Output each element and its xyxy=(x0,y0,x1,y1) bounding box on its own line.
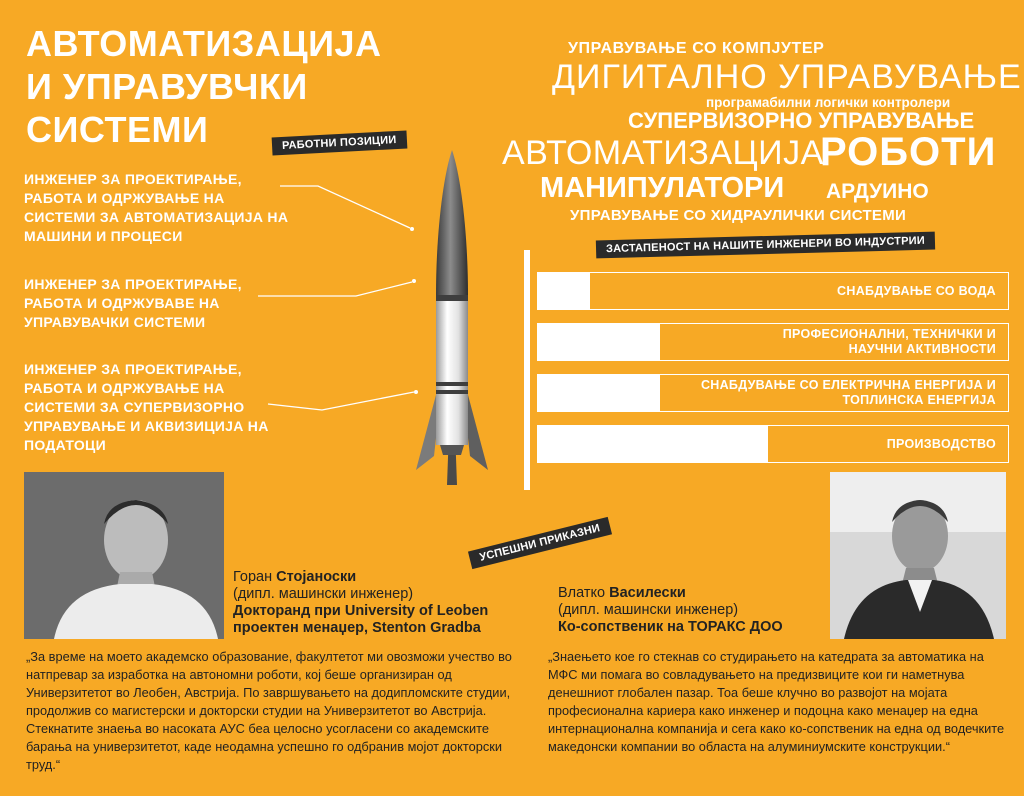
cloud-word-2: ДИГИТАЛНО УПРАВУВАЊЕ xyxy=(552,58,1022,96)
industry-bar-label: СНАБДУВАЊЕ СО ВОДА xyxy=(837,283,996,298)
title-line-2: И УПРАВУВЧКИ xyxy=(26,66,308,107)
person2-quote: „Знаењето кое го стекнав со студирањето на катедрата за автоматика на МФС ми помага во совладувањето на предизвиците кои ги наметнува денешниот глобален пазар. Тоа беше клучно во развојот на мојата професионална кариера како инженер и подоцна како менаџер на една интернационална компанија и сега како ко-сопственик на една од водечките македонски компании во областа на алуминиумските конструкции.“ xyxy=(548,649,1005,754)
industry-axis xyxy=(524,250,530,490)
rocket-illustration xyxy=(412,150,492,495)
industry-bar xyxy=(537,272,1009,310)
cloud-word-4: СУПЕРВИЗОРНО УПРАВУВАЊЕ xyxy=(628,108,975,133)
cloud-word-7: МАНИПУЛАТОРИ xyxy=(540,172,785,204)
person2-role-1: Ко-сопственик на ТОРАКС ДОО xyxy=(558,619,783,635)
person1-info xyxy=(233,569,523,637)
industry-bar-label: СНАБДУВАЊЕ СО ЕЛЕКТРИЧНА ЕНЕРГИЈА И ТОПЛИНСКА ЕНЕРГИЈА xyxy=(700,378,996,407)
cloud-word-8: АРДУИНО xyxy=(826,180,929,203)
cloud-word-6: РОБОТИ xyxy=(820,130,997,174)
person2-last-name: Василески xyxy=(609,585,686,601)
person1-degree: (дипл. машински инженер) xyxy=(233,586,414,602)
person1-photo xyxy=(24,472,224,639)
job-item-1: ИНЖЕНЕР ЗА ПРОЕКТИРАЊЕ, РАБОТА И ОДРЖУВАЊЕ НА СИСТЕМИ ЗА АВТОМАТИЗАЦИЈА НА МАШИНИ И ПРОЦЕСИ xyxy=(24,171,289,244)
industry-bar-fill xyxy=(660,375,1008,411)
cloud-word-1: УПРАВУВАЊЕ СО КОМПЈУТЕР xyxy=(568,40,825,57)
industry-bar xyxy=(537,374,1009,412)
industry-bar-label: ПРОФЕСИОНАЛНИ, ТЕХНИЧКИ И НАУЧНИ АКТИВНОСТИ xyxy=(782,327,996,356)
industry-bar xyxy=(537,425,1009,463)
industry-bar xyxy=(537,323,1009,361)
industry-bar-fill xyxy=(590,273,1008,309)
title-line-3: СИСТЕМИ xyxy=(26,109,209,150)
person2-first-name: Влатко xyxy=(558,585,606,601)
cloud-word-3: програмабилни логички контролери xyxy=(706,95,951,110)
success-tag: УСПЕШНИ ПРИКАЗНИ xyxy=(468,517,612,569)
person2-photo xyxy=(830,472,1006,639)
industry-bar-fill xyxy=(768,426,1008,462)
cloud-word-5: АВТОМАТИЗАЦИЈА xyxy=(502,134,824,172)
industry-tag: ЗАСТАПЕНОСТ НА НАШИТЕ ИНЖЕНЕРИ ВО ИНДУСТРИИ xyxy=(596,232,935,259)
person1-first-name: Горан xyxy=(233,569,273,585)
industry-bar-fill xyxy=(660,324,1008,360)
title-line-1: АВТОМАТИЗАЦИЈА xyxy=(26,23,382,64)
person1-role-2: проектен менаџер, Stenton Gradba xyxy=(233,620,481,636)
person1-quote: „За време на моето академско образование, факултетот ми овозможи учество во натпревар за изработка на автономни роботи, кој беше организиран од Универзитетот во Леобен, Австрија. По завршувањето на додипломските студии, продолжив со магистерски и докторски студии на Универзитетот во Австрија. Стекнатите знаења во насоката АУС беа целосно усогласени со академските барања на универзитетот, каде неодамна успешно го одбранив мојот докторски труд.“ xyxy=(26,649,512,772)
person2-degree: (дипл. машински инженер) xyxy=(558,602,739,618)
industry-bar-label: ПРОИЗВОДСТВО xyxy=(886,436,996,451)
jobs-tag: РАБОТНИ ПОЗИЦИИ xyxy=(272,130,407,155)
job-item-2: ИНЖЕНЕР ЗА ПРОЕКТИРАЊЕ, РАБОТА И ОДРЖУВАВЕ НА УПРАВУВАЧКИ СИСТЕМИ xyxy=(24,276,242,330)
person2-info xyxy=(558,585,828,636)
person1-last-name: Стојаноски xyxy=(276,569,357,585)
person1-role-1: Докторанд при University of Leoben xyxy=(233,603,489,619)
job-item-3: ИНЖЕНЕР ЗА ПРОЕКТИРАЊЕ, РАБОТА И ОДРЖУВАЊЕ НА СИСТЕМИ ЗА СУПЕРВИЗОРНО УПРАВУВАЊЕ И АКВИЗИЦИЈА НА ПОДАТОЦИ xyxy=(24,361,269,453)
cloud-word-9: УПРАВУВАЊЕ СО ХИДРАУЛИЧКИ СИСТЕМИ xyxy=(570,207,907,224)
